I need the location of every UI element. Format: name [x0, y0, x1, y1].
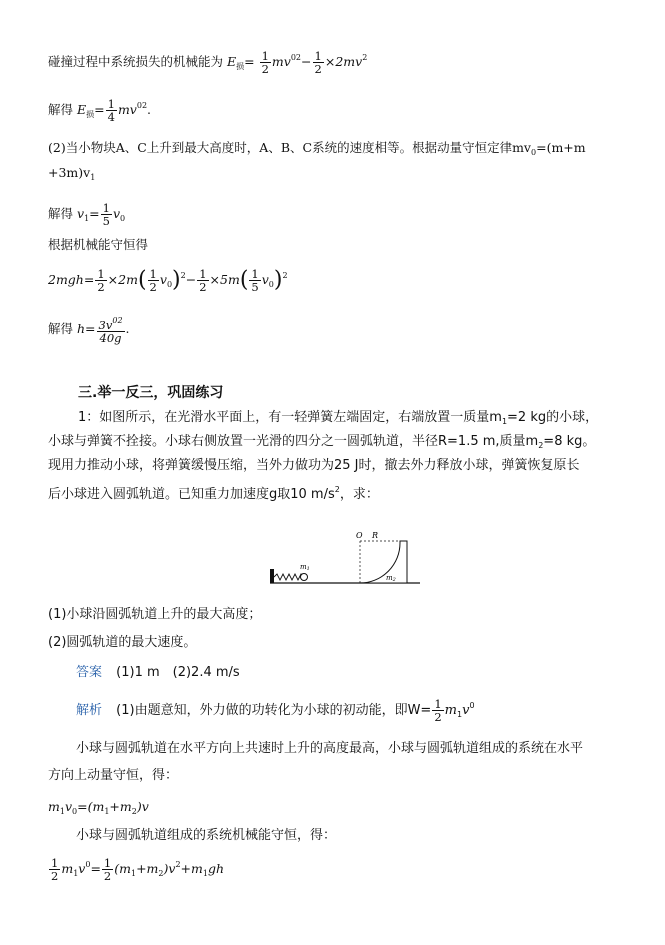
period: .	[125, 321, 130, 336]
var-E: E	[77, 102, 87, 117]
den: 40g	[99, 331, 122, 345]
minus: −	[301, 54, 312, 69]
sub: 1	[456, 710, 463, 719]
term: )v	[163, 861, 176, 876]
eq: =	[90, 861, 101, 876]
sub: 损	[86, 110, 95, 119]
term: v	[64, 799, 73, 814]
analysis-label: 解析	[76, 703, 103, 718]
num: 1	[251, 267, 259, 281]
term: h=	[77, 321, 96, 336]
fraction	[249, 268, 260, 293]
solution-line-result-E	[48, 98, 151, 123]
eq: =	[89, 206, 100, 221]
paren-right: )	[172, 267, 181, 293]
fraction	[197, 268, 208, 293]
sub: 0	[268, 280, 274, 289]
fraction	[106, 98, 117, 123]
answer-text: (1)1 m (2)2.4 m/s	[116, 665, 240, 680]
solution-line-energy-conservation	[48, 237, 148, 253]
num: 1	[314, 49, 322, 63]
question-1	[48, 603, 628, 626]
sub: 2	[158, 869, 164, 878]
term: v	[78, 861, 86, 876]
sup: 2	[282, 271, 288, 280]
text: 小球与圆弧轨道组成的系统机械能守恒，得：	[76, 828, 337, 843]
sup: 2	[362, 53, 368, 62]
text: 根据机械能守恒得	[48, 237, 149, 252]
fraction	[313, 50, 324, 75]
text: 碰撞过程中系统损失的机械能为	[48, 54, 224, 69]
label-m2: m2	[386, 574, 396, 583]
text: 解得	[48, 206, 74, 221]
num: 1	[102, 201, 110, 215]
sub: 0	[72, 807, 78, 816]
text: 解得	[48, 102, 74, 117]
fraction	[97, 315, 125, 344]
solution-line-energy-equation	[48, 268, 288, 293]
sub: 2	[538, 441, 544, 450]
eq: =	[244, 54, 255, 69]
num: 1	[149, 267, 157, 281]
text: 小球与弹簧不拴接。小球右侧放置一光滑的四分之一圆弧轨道，半径R=1.5 m,质量m	[48, 434, 539, 449]
section-title: 三.举一反三，巩固练习	[78, 385, 224, 401]
sub: 0	[166, 280, 173, 289]
label-m1: m1	[300, 563, 310, 572]
var-E: E	[227, 54, 237, 69]
term: m	[48, 799, 60, 814]
sup: 2	[175, 860, 181, 869]
term: +m	[180, 861, 203, 876]
text: =(m+m	[536, 140, 586, 155]
sub: 1	[501, 417, 508, 426]
den: 4	[107, 110, 115, 124]
term: m	[444, 703, 457, 718]
term: mv	[271, 54, 291, 69]
term: v	[159, 272, 167, 287]
label-R: R	[372, 531, 379, 540]
term: mv	[117, 102, 137, 117]
sub: 0	[120, 214, 126, 223]
label-O: O	[356, 531, 363, 540]
den: 2	[103, 869, 112, 883]
text: 方向上动量守恒，得：	[48, 768, 179, 783]
term: (m	[114, 861, 131, 876]
num	[97, 315, 125, 332]
sub: 1	[130, 869, 137, 878]
den: 2	[314, 62, 322, 76]
question-2	[48, 631, 628, 654]
num-text: 3v	[98, 318, 113, 332]
den: 5	[251, 280, 259, 294]
term: ×5m	[209, 272, 240, 287]
text: (2)当小物块A、C上升到最大高度时，A、B、C系统的速度相等。根据动量守恒定律mv	[48, 140, 531, 155]
text: (1)由题意知，外力做的功转化为小球的初动能，即W=	[116, 703, 432, 718]
text: 现用力推动小球，将弹簧缓慢压缩，当外力做功为25 J时，撤去外力释放小球，弹簧恢复原长	[48, 458, 580, 473]
minus: −	[185, 272, 197, 287]
eq: =	[94, 102, 105, 117]
problem-line-2	[48, 430, 628, 457]
sub: 0	[531, 148, 537, 157]
den: 2	[434, 710, 442, 724]
period: .	[147, 102, 152, 117]
term: 2mgh=	[48, 272, 95, 287]
sub: 1	[84, 214, 90, 223]
fraction	[260, 50, 271, 75]
text: (2)圆弧轨道的最大速度。	[48, 635, 197, 650]
term: +m	[109, 799, 132, 814]
problem-line-4	[48, 478, 628, 506]
sup: 02	[136, 101, 148, 110]
answer-label: 答案	[76, 665, 103, 680]
sub: 损	[236, 62, 245, 71]
solution-line-result-h	[48, 315, 130, 344]
paren-left: (	[239, 267, 249, 293]
var-v: v	[77, 206, 85, 221]
fraction	[432, 698, 443, 723]
text: 小球与圆弧轨道在水平方向上共速时上升的高度最高，小球与圆弧轨道组成的系统在水平	[76, 741, 584, 756]
sup: 0	[469, 701, 475, 710]
sup: 02	[290, 53, 302, 62]
spring-arc-figure	[264, 527, 424, 589]
paren-right: )	[273, 267, 283, 293]
num: 1	[434, 697, 442, 711]
analysis-line-3	[48, 764, 628, 787]
num: 1	[51, 856, 59, 870]
sub: 1	[202, 869, 208, 878]
text: 解得	[48, 321, 74, 336]
term: =(m	[77, 799, 105, 814]
sup: 02	[112, 316, 123, 325]
fraction	[95, 268, 106, 293]
solution-line-momentum	[48, 140, 586, 161]
term: ×2m	[107, 272, 138, 287]
term: v	[112, 206, 121, 221]
sub: 2	[131, 807, 137, 816]
text: +3m)v	[48, 165, 91, 180]
sub: 1	[59, 807, 65, 816]
sub: 1	[90, 173, 96, 182]
solution-line-result-v1	[48, 202, 125, 227]
term: v	[462, 703, 470, 718]
fraction	[101, 202, 112, 227]
num: 1	[97, 267, 105, 281]
sup: 0	[85, 860, 91, 869]
fraction	[102, 857, 113, 882]
num: 1	[103, 856, 112, 870]
text: 1：如图所示，在光滑水平面上，有一轻弹簧左端固定，右端放置一质量m	[78, 410, 502, 425]
num: 1	[199, 267, 207, 281]
analysis-line-5	[76, 824, 656, 847]
analysis-momentum-equation	[48, 799, 149, 820]
problem-line-3	[48, 454, 628, 477]
text: =8 kg。	[543, 434, 596, 449]
den: 2	[149, 280, 157, 294]
solution-line-momentum-cont	[48, 165, 95, 186]
solution-line-energy-loss	[48, 50, 367, 75]
ball-m1	[301, 574, 308, 581]
arc-block-m2	[360, 541, 407, 583]
sub: 1	[104, 807, 110, 816]
answer-line	[76, 661, 656, 684]
term: +m	[136, 861, 159, 876]
sup: 2	[334, 485, 340, 494]
paren-left: (	[137, 267, 147, 293]
den: 2	[199, 280, 207, 294]
wall	[270, 569, 274, 583]
term: )v	[136, 799, 149, 814]
den: 5	[102, 214, 110, 228]
term: gh	[207, 861, 225, 876]
term: m	[61, 861, 74, 876]
num: 1	[107, 97, 115, 111]
text: =2 kg的小球，	[507, 410, 599, 425]
den: 2	[51, 869, 59, 883]
text: 后小球进入圆弧轨道。已知重力加速度g取10 m/s	[48, 487, 335, 502]
den: 2	[97, 280, 105, 294]
term: v	[261, 272, 269, 287]
fraction	[148, 268, 159, 293]
analysis-energy-equation	[48, 857, 224, 882]
fraction	[49, 857, 60, 882]
den: 2	[261, 62, 269, 76]
num: 1	[261, 49, 269, 63]
sup: 2	[180, 271, 186, 280]
problem-line-1	[78, 406, 638, 433]
analysis-line-1	[76, 694, 656, 726]
text: (1)小球沿圆弧轨道上升的最大高度；	[48, 607, 262, 622]
text: ，求：	[339, 487, 379, 502]
sub: 1	[73, 869, 79, 878]
term: ×2mv	[324, 54, 363, 69]
analysis-line-2	[76, 737, 646, 760]
